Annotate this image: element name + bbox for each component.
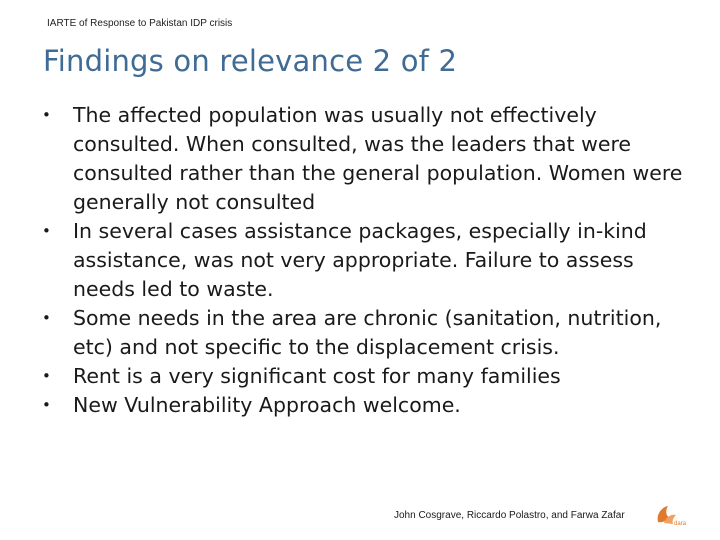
bullet-text: In several cases assistance packages, especially in-kind assistance, was not very appropriate. Failure to assess needs led to waste. xyxy=(73,219,647,301)
bullet-icon: • xyxy=(42,367,51,385)
bullet-item xyxy=(42,101,692,217)
bullet-icon: • xyxy=(42,396,51,414)
slide-title: Findings on relevance 2 of 2 xyxy=(43,44,458,78)
bullet-text: New Vulnerability Approach welcome. xyxy=(73,393,461,417)
bullet-item xyxy=(42,362,692,391)
logo-text: dara xyxy=(674,521,686,526)
bullet-text: The affected population was usually not effectively consulted. When consulted, was the leaders that were consulted rather than the general population. Women were generally not consulted xyxy=(73,103,683,214)
bullet-list xyxy=(42,101,692,420)
bullet-item xyxy=(42,217,692,304)
header-text: IARTE of Response to Pakistan IDP crisis xyxy=(47,18,233,29)
bullet-item xyxy=(42,304,692,362)
bullet-icon: • xyxy=(42,309,51,327)
bullet-text: Some needs in the area are chronic (sanitation, nutrition, etc) and not specific to the displacement crisis. xyxy=(73,306,662,359)
footer-authors: John Cosgrave, Riccardo Polastro, and Farwa Zafar xyxy=(394,510,625,521)
bullet-item xyxy=(42,391,692,420)
bullet-icon: • xyxy=(42,222,51,240)
darc-logo-icon xyxy=(654,504,686,526)
bullet-icon: • xyxy=(42,106,51,124)
bullet-text: Rent is a very significant cost for many families xyxy=(73,364,561,388)
